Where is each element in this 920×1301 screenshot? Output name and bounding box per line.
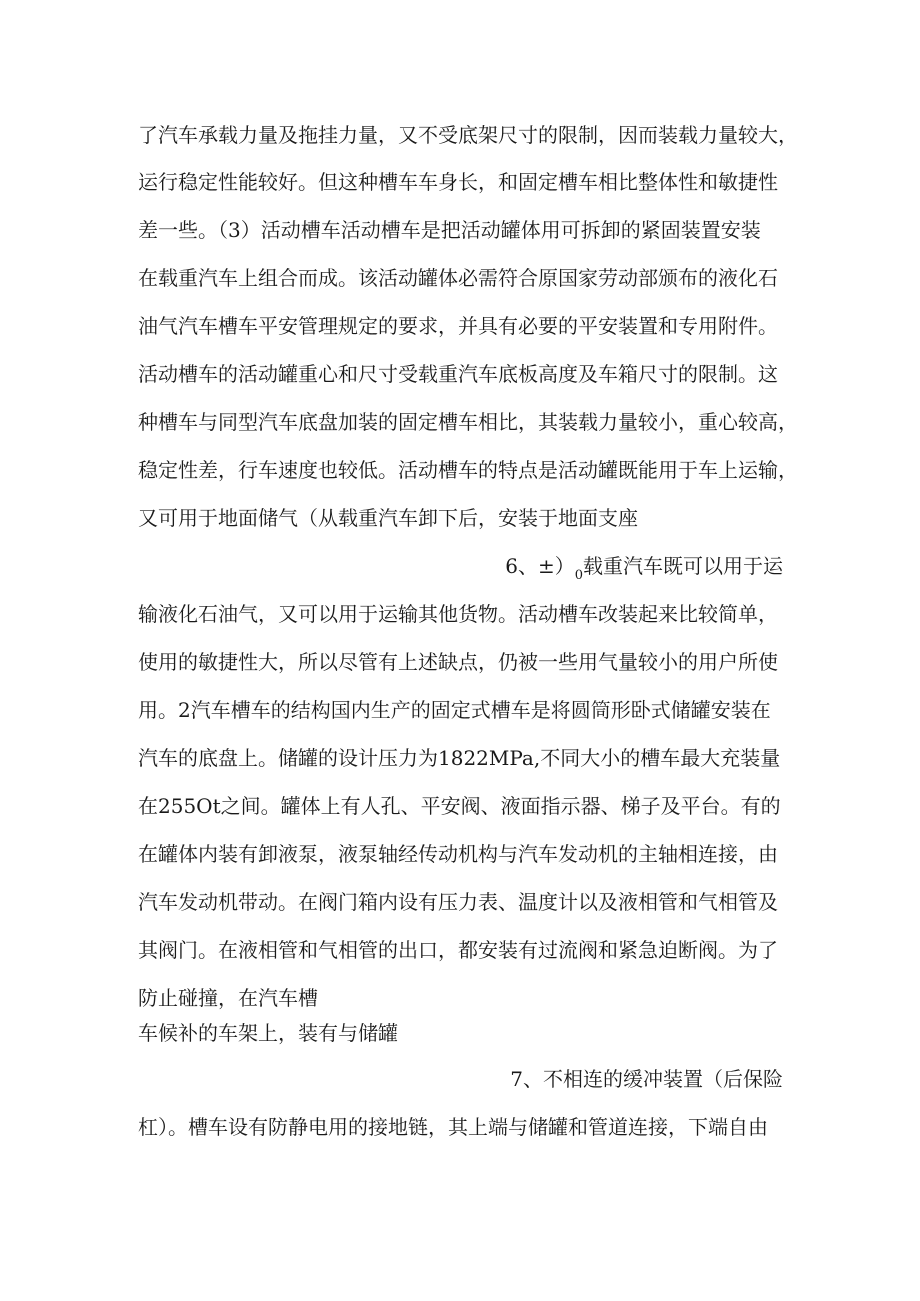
text-line-21: 7、不相连的缓冲装置（后保险 — [510, 1067, 783, 1091]
text-line-10 — [138, 552, 783, 584]
text-line-12: 使用的敏捷性大，所以尽管有上述缺点，仍被一些用气量较小的用户所使 — [138, 650, 778, 674]
text-line-8: 稳定性差，行车速度也较低。活动槽车的特点是活动罐既能用于车上运输， — [138, 458, 798, 482]
line-10-prefix: 6、±） — [505, 554, 575, 578]
text-line-11: 输液化石油气，又可以用于运输其他货物。活动槽车改装起来比较简单， — [138, 602, 778, 626]
text-line-4: 在载重汽车上组合而成。该活动罐体必需符合原国家劳动部颁布的液化石 — [138, 266, 778, 290]
text-line-6: 活动槽车的活动罐重心和尺寸受载重汽车底板高度及车箱尺寸的限制。这 — [138, 362, 778, 386]
text-line-13: 用。2汽车槽车的结构国内生产的固定式槽车是将圆筒形卧式储罐安装在 — [138, 698, 771, 722]
text-line-22: 杠）。槽车设有防静电用的接地链，其上端与储罐和管道连接，下端自由 — [138, 1115, 768, 1139]
text-line-14: 汽车的底盘上。储罐的设计压力为1822MPa,不同大小的槽车最大充装量 — [138, 746, 781, 770]
text-line-15: 在255Ot之间。罐体上有人孔、平安阀、液面指示器、梯子及平台。有的 — [138, 794, 781, 818]
text-line-19: 防止碰撞，在汽车槽 — [138, 986, 318, 1010]
text-line-17: 汽车发动机带动。在阀门箱内设有压力表、温度计以及液相管和气相管及 — [138, 890, 778, 914]
text-line-2: 运行稳定性能较好。但这种槽车车身长，和固定槽车相比整体性和敏捷性 — [138, 170, 778, 194]
text-line-7: 种槽车与同型汽车底盘加装的固定槽车相比，其装载力量较小，重心较高， — [138, 410, 798, 434]
text-line-1: 了汽车承载力量及拖挂力量，又不受底架尺寸的限制，因而装载力量较大， — [138, 123, 798, 147]
text-line-20: 车候补的车架上，装有与储罐 — [138, 1021, 398, 1045]
text-line-5: 油气汽车槽车平安管理规定的要求，并具有必要的平安装置和专用附件。 — [138, 314, 778, 338]
text-line-3: 差一些。（3）活动槽车活动槽车是把活动罐体用可拆卸的紧固装置安装 — [138, 218, 761, 242]
line-10-subscript: 0 — [574, 568, 583, 583]
text-line-16: 在罐体内装有卸液泵，液泵轴经传动机构与汽车发动机的主轴相连接，由 — [138, 842, 778, 866]
line-10-suffix: 载重汽车既可以用于运 — [583, 554, 783, 578]
text-line-9: 又可用于地面储气（从载重汽车卸下后，安装于地面支座 — [138, 506, 638, 530]
text-line-18: 其阀门。在液相管和气相管的出口，都安装有过流阀和紧急迫断阀。为了 — [138, 938, 778, 962]
